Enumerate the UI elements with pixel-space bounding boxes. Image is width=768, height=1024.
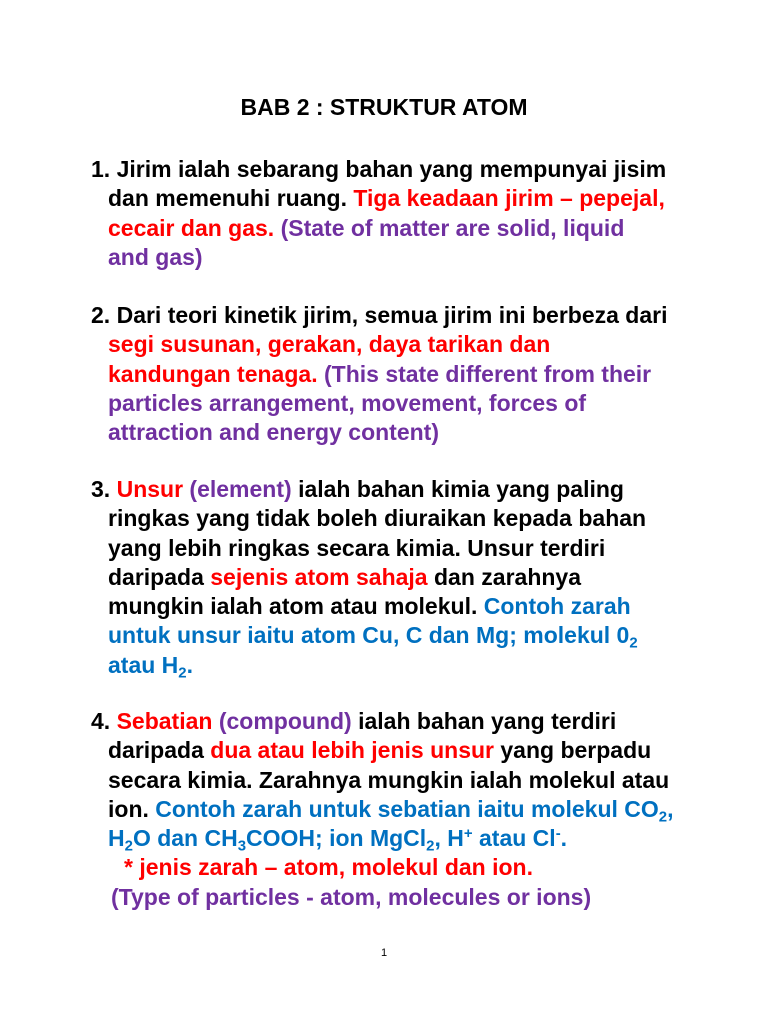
- english-translation: (element): [189, 476, 292, 502]
- point-2-line-3: [0, 360, 768, 389]
- english-translation: and gas): [108, 243, 203, 270]
- point-1-line-3: [0, 214, 768, 243]
- key-term: cecair dan gas.: [108, 214, 275, 241]
- definition-text: Jirim ialah sebarang bahan yang mempunyai jisim: [116, 156, 667, 182]
- definition-text: dan zarahnya: [434, 563, 581, 590]
- point-3-line-3: [0, 534, 768, 563]
- point-4-line-2: [0, 736, 768, 765]
- point-1-line-4: [0, 243, 768, 272]
- example-text: , H: [434, 825, 464, 852]
- point-4-line-5: [0, 824, 768, 853]
- point-4-line-4: [0, 795, 768, 824]
- particle-types-note: * jenis zarah – atom, molekul dan ion.: [124, 854, 533, 881]
- subscript: 2: [178, 664, 187, 682]
- english-translation: particles arrangement, movement, forces of: [108, 389, 587, 416]
- example-text: .: [186, 651, 193, 678]
- point-3-line-4: [0, 563, 768, 592]
- point-3-line-6: [0, 621, 768, 650]
- english-translation: (compound): [218, 708, 352, 734]
- point-2: [0, 301, 768, 447]
- subscript: 3: [237, 837, 247, 855]
- point-number: 4.: [91, 708, 111, 734]
- page-number: 1: [380, 947, 388, 959]
- point-2-line-5: [0, 418, 768, 447]
- key-term: Sebatian: [116, 708, 213, 734]
- point-2-line-2: [0, 330, 768, 359]
- subscript: 2: [629, 634, 638, 652]
- key-term: Unsur: [116, 476, 184, 502]
- definition-text: secara kimia. Zarahnya mungkin ialah molekul atau: [108, 766, 670, 793]
- key-term: dua atau lebih jenis unsur: [210, 737, 494, 764]
- point-1-line-2: [0, 184, 768, 213]
- example-text: atau Cl: [472, 825, 556, 852]
- example-text: .: [560, 825, 568, 852]
- english-translation: (This state different from their: [323, 360, 652, 387]
- point-number: 2.: [91, 302, 111, 328]
- subscript: 2: [658, 808, 668, 826]
- example-text: untuk unsur iaitu atom Cu, C dan Mg; molekul 0: [108, 622, 630, 649]
- point-1-line-1: [0, 155, 768, 184]
- english-translation: attraction and energy content): [108, 419, 439, 446]
- definition-text: ialah bahan yang terdiri: [358, 708, 617, 734]
- document-title: BAB 2 : STRUKTUR ATOM: [240, 94, 528, 120]
- definition-text: yang berpadu: [500, 737, 652, 764]
- point-2-line-1: [0, 301, 768, 330]
- point-3-line-7: [0, 651, 768, 680]
- definition-text: ialah bahan kimia yang paling: [298, 476, 624, 502]
- definition-text: ringkas yang tidak boleh diuraikan kepada bahan: [108, 505, 647, 532]
- example-text: Contoh zarah untuk sebatian iaitu molekul CO: [155, 795, 659, 822]
- key-term: kandungan tenaga.: [108, 360, 318, 387]
- superscript: -: [555, 824, 561, 842]
- point-number: 1.: [91, 156, 111, 182]
- definition-text: Dari teori kinetik jirim, semua jirim ini berbeza dari: [116, 302, 668, 328]
- point-1: [0, 155, 768, 272]
- superscript: +: [463, 824, 473, 842]
- subscript: 2: [124, 837, 133, 855]
- point-3: [0, 475, 768, 680]
- key-term: Tiga keadaan jirim – pepejal,: [353, 185, 665, 212]
- point-4-line-7: [0, 883, 768, 912]
- point-4: [0, 707, 768, 912]
- definition-text: daripada: [108, 563, 204, 590]
- point-3-line-2: [0, 504, 768, 533]
- english-translation: (Type of particles - atom, molecules or ions): [111, 883, 592, 910]
- point-3-line-5: [0, 592, 768, 621]
- subscript: 2: [426, 837, 435, 855]
- point-4-line-1: [0, 707, 768, 736]
- key-term: sejenis atom sahaja: [210, 563, 428, 590]
- point-2-line-4: [0, 389, 768, 418]
- point-4-line-3: [0, 766, 768, 795]
- example-text: Contoh zarah: [483, 593, 631, 620]
- example-text: O dan CH: [132, 825, 238, 852]
- example-text: COOH; ion MgCl: [246, 825, 427, 852]
- definition-text: ion.: [108, 795, 149, 822]
- example-text: H: [108, 825, 125, 852]
- point-number: 3.: [91, 476, 111, 502]
- english-translation: (State of matter are solid, liquid: [280, 214, 625, 241]
- point-3-line-1: [0, 475, 768, 504]
- definition-text: daripada: [108, 737, 204, 764]
- definition-text: dan memenuhi ruang.: [108, 185, 347, 212]
- example-text: ,: [667, 795, 674, 822]
- example-text: atau H: [108, 651, 179, 678]
- key-term: segi susunan, gerakan, daya tarikan dan: [108, 331, 551, 358]
- definition-text: yang lebih ringkas secara kimia. Unsur terdiri: [108, 534, 606, 561]
- definition-text: mungkin ialah atom atau molekul.: [108, 593, 478, 620]
- point-4-line-6: [0, 853, 768, 882]
